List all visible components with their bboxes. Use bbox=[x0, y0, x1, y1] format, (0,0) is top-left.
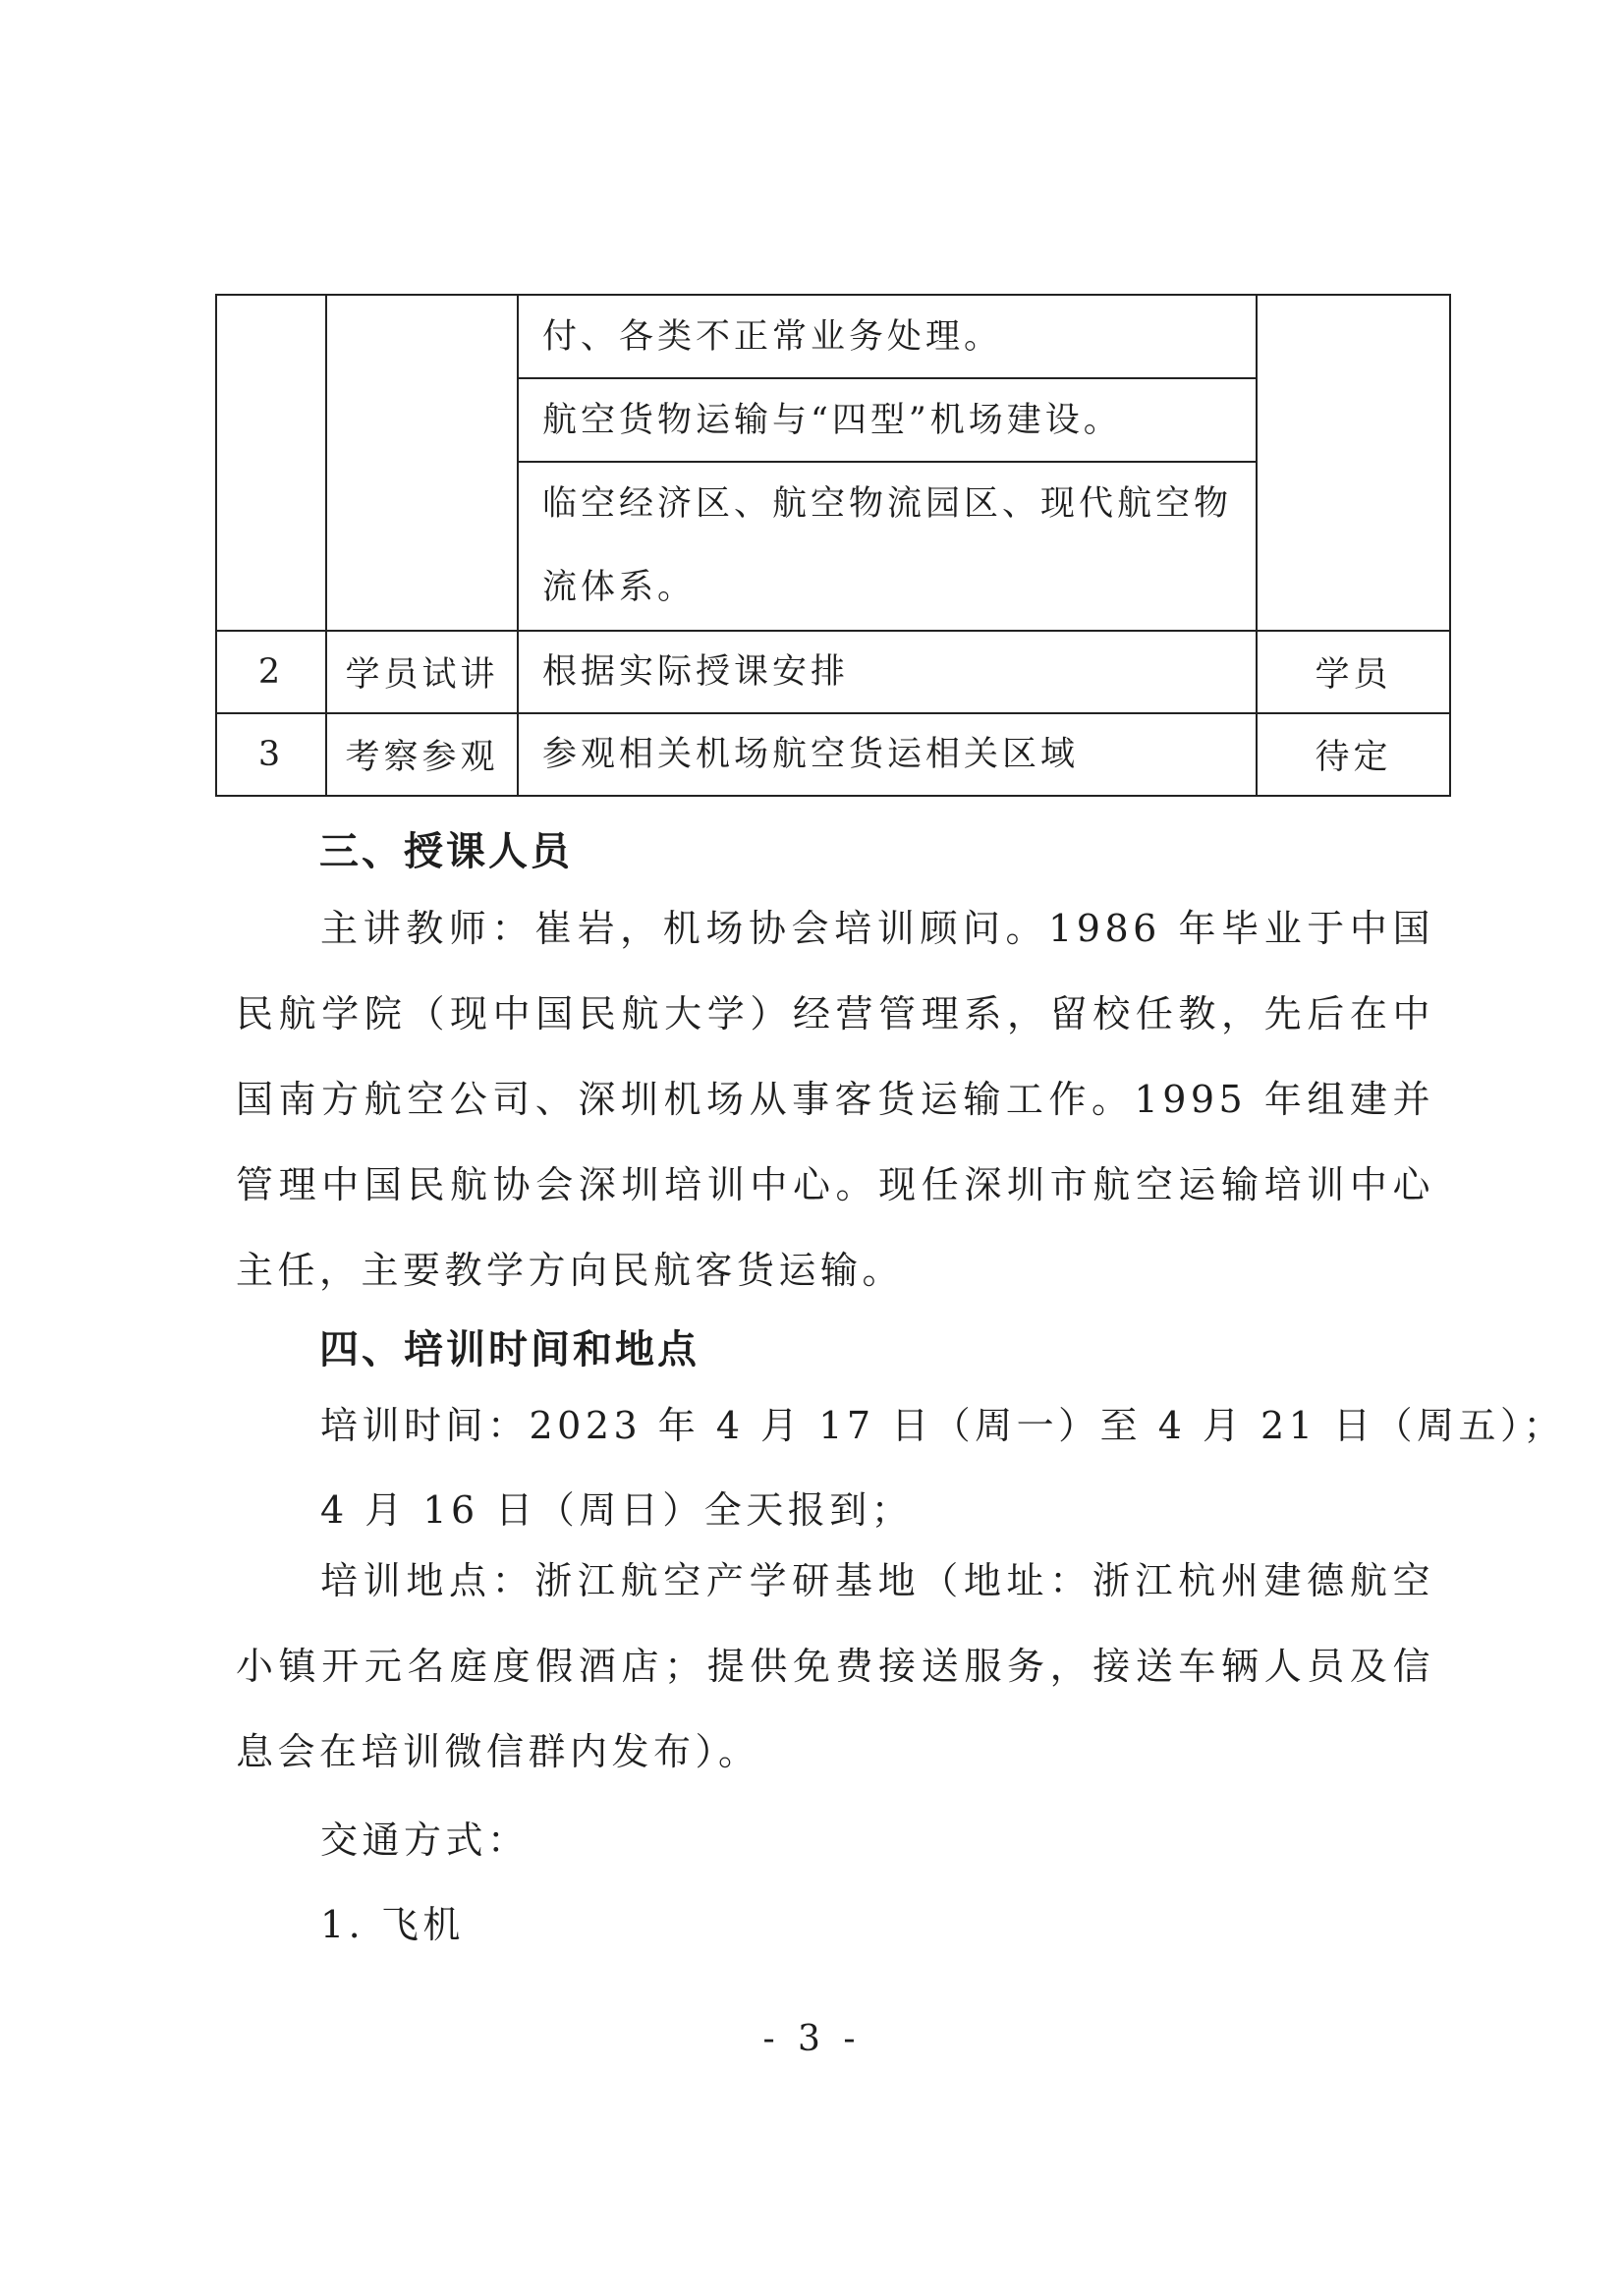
row-note-cell: 待定 bbox=[1257, 713, 1450, 796]
instructor-paragraph: 主讲教师：崔岩，机场协会培训顾问。1986 年毕业于中国民航学院（现中国民航大学）经营管理系，留校任教，先后在中国南方航空公司、深圳机场从事客货运输工作。1995 年组建并管理中国民航协会深圳培训中心。现任深圳市航空运输培训中心主任，主要教学方向民航客货运输。 bbox=[236, 907, 1434, 1292]
section-heading-time-location: 四、培训时间和地点 bbox=[319, 1327, 700, 1372]
row-number-cell bbox=[216, 295, 326, 631]
transport-item-plane: 1. 飞机 bbox=[320, 1903, 465, 1946]
row-content-cell: 付、各类不正常业务处理。 bbox=[518, 295, 1257, 378]
table-row bbox=[216, 713, 1450, 796]
row-name-cell: 考察参观 bbox=[326, 713, 518, 796]
training-time-line: 培训时间：2023 年 4 月 17 日（周一）至 4 月 21 日（周五）； bbox=[320, 1404, 1565, 1447]
location-paragraph: 培训地点：浙江航空产学研基地（地址：浙江杭州建德航空小镇开元名庭度假酒店；提供免费接送服务，接送车辆人员及信息会在培训微信群内发布）。 bbox=[236, 1559, 1434, 1773]
row-content-cell: 临空经济区、航空物流园区、现代航空物流体系。 bbox=[518, 462, 1257, 631]
row-content-cell: 根据实际授课安排 bbox=[518, 631, 1257, 713]
row-content-cell: 航空货物运输与“四型”机场建设。 bbox=[518, 378, 1257, 462]
row-name-cell bbox=[326, 295, 518, 631]
schedule-table bbox=[215, 294, 1451, 797]
registration-line: 4 月 16 日（周日）全天报到； bbox=[320, 1488, 914, 1532]
row-content-cell: 参观相关机场航空货运相关区域 bbox=[518, 713, 1257, 796]
row-number-cell: 3 bbox=[216, 713, 326, 796]
row-note-cell bbox=[1257, 295, 1450, 631]
row-name-cell: 学员试讲 bbox=[326, 631, 518, 713]
row-number-cell: 2 bbox=[216, 631, 326, 713]
page-number: - 3 - bbox=[762, 2019, 862, 2059]
table-row bbox=[216, 295, 1450, 378]
section-heading-instructors: 三、授课人员 bbox=[319, 829, 573, 874]
transport-label: 交通方式： bbox=[320, 1819, 530, 1862]
row-note-cell: 学员 bbox=[1257, 631, 1450, 713]
table-row bbox=[216, 631, 1450, 713]
